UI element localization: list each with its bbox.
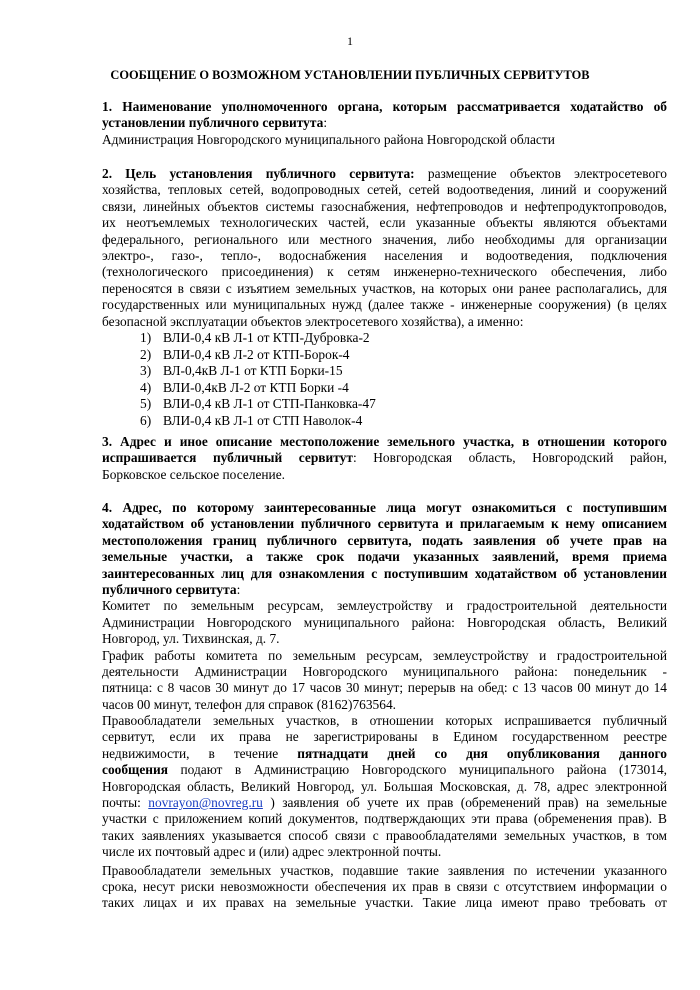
section-4-heading-line: заинтересованных лиц для ознакомления с поступившим ходатайством об установлении: [102, 565, 667, 581]
email-link[interactable]: novrayon@novreg.ru: [148, 795, 263, 811]
list-item: 2) ВЛИ-0,4 кВ Л-2 от КТП-Борок-4: [140, 346, 350, 362]
committee-line: Администрации Новгородского муниципального района: Новгородская область, Великий: [102, 614, 667, 630]
last-line: таких лицах и их правах на земельные участки. Такие лица имеют право требовать от: [102, 895, 667, 911]
list-item: 3) ВЛ-0,4кВ Л-1 от КТП Борки-15: [140, 363, 343, 379]
rights-line: почты: novrayon@novreg.ru ) заявления об учете их прав (обременений прав) на земельные: [102, 795, 667, 811]
page-number: 1: [347, 34, 353, 48]
section-2-line-0: 2. Цель установления публичного сервитута: размещение объектов электросетевого: [102, 166, 667, 181]
rights-line: числе их почтовый адрес и (или) адрес электронной почты.: [102, 844, 442, 860]
section-4-heading-line: 4. Адрес, по которому заинтересованные лица могут ознакомиться с поступившим: [102, 500, 667, 515]
section-4-heading-line: местоположения границ публичного сервитута, подать заявления об учете прав на: [102, 532, 667, 548]
section-2-line-9: безопасной эксплуатации объектов электросетевого хозяйства), а именно:: [102, 313, 524, 329]
section-1-heading-line-1: 1. Наименование уполномоченного органа, которым рассматривается ходатайство об: [102, 99, 667, 114]
section-2-line-1: хозяйства, тепловых сетей, водопроводных сетей, сетей водоотведения, линий и сооружений: [102, 182, 667, 198]
section-4: [102, 500, 667, 912]
section-2-line-7: переносятся в связи с изъятием земельных участков, на которых они ранее располагались, для: [102, 280, 667, 296]
list-item: 4) ВЛИ-0,4кВ Л-2 от КТП Борки -4: [140, 379, 349, 395]
section-3-line-3: Борковское сельское поселение.: [102, 466, 286, 482]
last-line: Правообладатели земельных участков, подавшие такие заявления по истечении указанного: [102, 862, 667, 878]
section-1-body: Администрация Новгородского муниципального района Новгородской области: [102, 131, 555, 147]
schedule-line: пятница: с 8 часов 30 минут до 17 часов 30 минут; перерыв на обед: с 13 часов 00 минут до 14: [102, 680, 667, 696]
rights-line: сообщения подают в Администрацию Новгородского муниципального района (173014,: [102, 762, 667, 778]
list-item: 6) ВЛИ-0,4 кВ Л-1 от СТП Наволок-4: [140, 412, 363, 428]
section-2: [102, 166, 667, 429]
section-3-line-1: 3. Адрес и иное описание местоположение земельного участка, в отношении которого: [102, 434, 667, 449]
rights-line: участки с приложением копий документов, подтверждающих эти права (обременения прав). В: [102, 811, 667, 827]
list-item: 1) ВЛИ-0,4 кВ Л-1 от КТП-Дубровка-2: [140, 329, 370, 345]
section-4-heading-line: публичного сервитута:: [102, 581, 241, 597]
last-line: срока, несут риски невозможности обеспечения их прав в связи с отсутствием информации о: [102, 878, 667, 894]
object-list: [102, 330, 667, 430]
rights-line: сервитут, если их права не зарегистрированы в Едином государственном реестре: [102, 729, 667, 745]
section-3-line-2: испрашивается публичный сервитут: Новгородская область, Новгородский район,: [102, 450, 667, 466]
rights-line: Новгородская область, Великий Новгород, ул. Большая Московская, д. 78, адрес электронной: [102, 778, 667, 794]
section-2-line-3: их неотъемлемых технологических частей, если указанные объекты являются объектами: [102, 215, 667, 231]
schedule-line: деятельности Администрации Новгородского муниципального района: понедельник -: [102, 663, 667, 679]
section-4-heading-line: ходатайством об установлении публичного сервитута и прилагаемым к нему описанием: [102, 516, 667, 532]
section-2-line-2: связи, линейных объектов системы газоснабжения, нефтепроводов и нефтепродуктопроводов,: [102, 198, 667, 214]
section-2-line-4: федерального, регионального или местного значения, либо необходимы для организации: [102, 231, 667, 247]
section-2-line-8: государственных или муниципальных нужд (далее также - инженерные сооружения) (в целях: [102, 297, 667, 313]
section-2-line-5: электро-, газо-, тепло-, водоснабжения населения и водоотведения, подключения: [102, 247, 667, 263]
section-4-heading-line: земельные участки, а также срок подачи указанных заявлений, время приема: [102, 549, 667, 565]
schedule-line: часов 00 минут, телефон для справок (8162)763564.: [102, 696, 396, 712]
rights-line: Правообладатели земельных участков, в отношении которых испрашивается публичный: [102, 713, 667, 729]
list-item: 5) ВЛИ-0,4 кВ Л-1 от СТП-Панковка-47: [140, 396, 376, 412]
committee-line: Новгород, ул. Тихвинская, д. 7.: [102, 631, 280, 647]
section-2-line-6: (технологического присоединения) к сетям инженерно-технического обеспечения, либо: [102, 264, 667, 280]
document-title: СООБЩЕНИЕ О ВОЗМОЖНОМ УСТАНОВЛЕНИИ ПУБЛИЧНЫХ СЕРВИТУТОВ: [110, 68, 590, 82]
schedule-line: График работы комитета по земельным ресурсам, землеустройству и градостроительной: [102, 647, 667, 663]
section-3: [102, 434, 667, 483]
section-1: [102, 99, 667, 148]
rights-line: недвижимости, в течение пятнадцати дней со дня опубликования данного: [102, 745, 667, 761]
committee-line: Комитет по земельным ресурсам, землеустройству и градостроительной деятельности: [102, 598, 667, 614]
rights-line: таких заявлениях указывается способ связи с правообладателями земельных участков, в том: [102, 827, 667, 843]
section-1-heading-line-2: установлении публичного сервитута:: [102, 115, 328, 131]
